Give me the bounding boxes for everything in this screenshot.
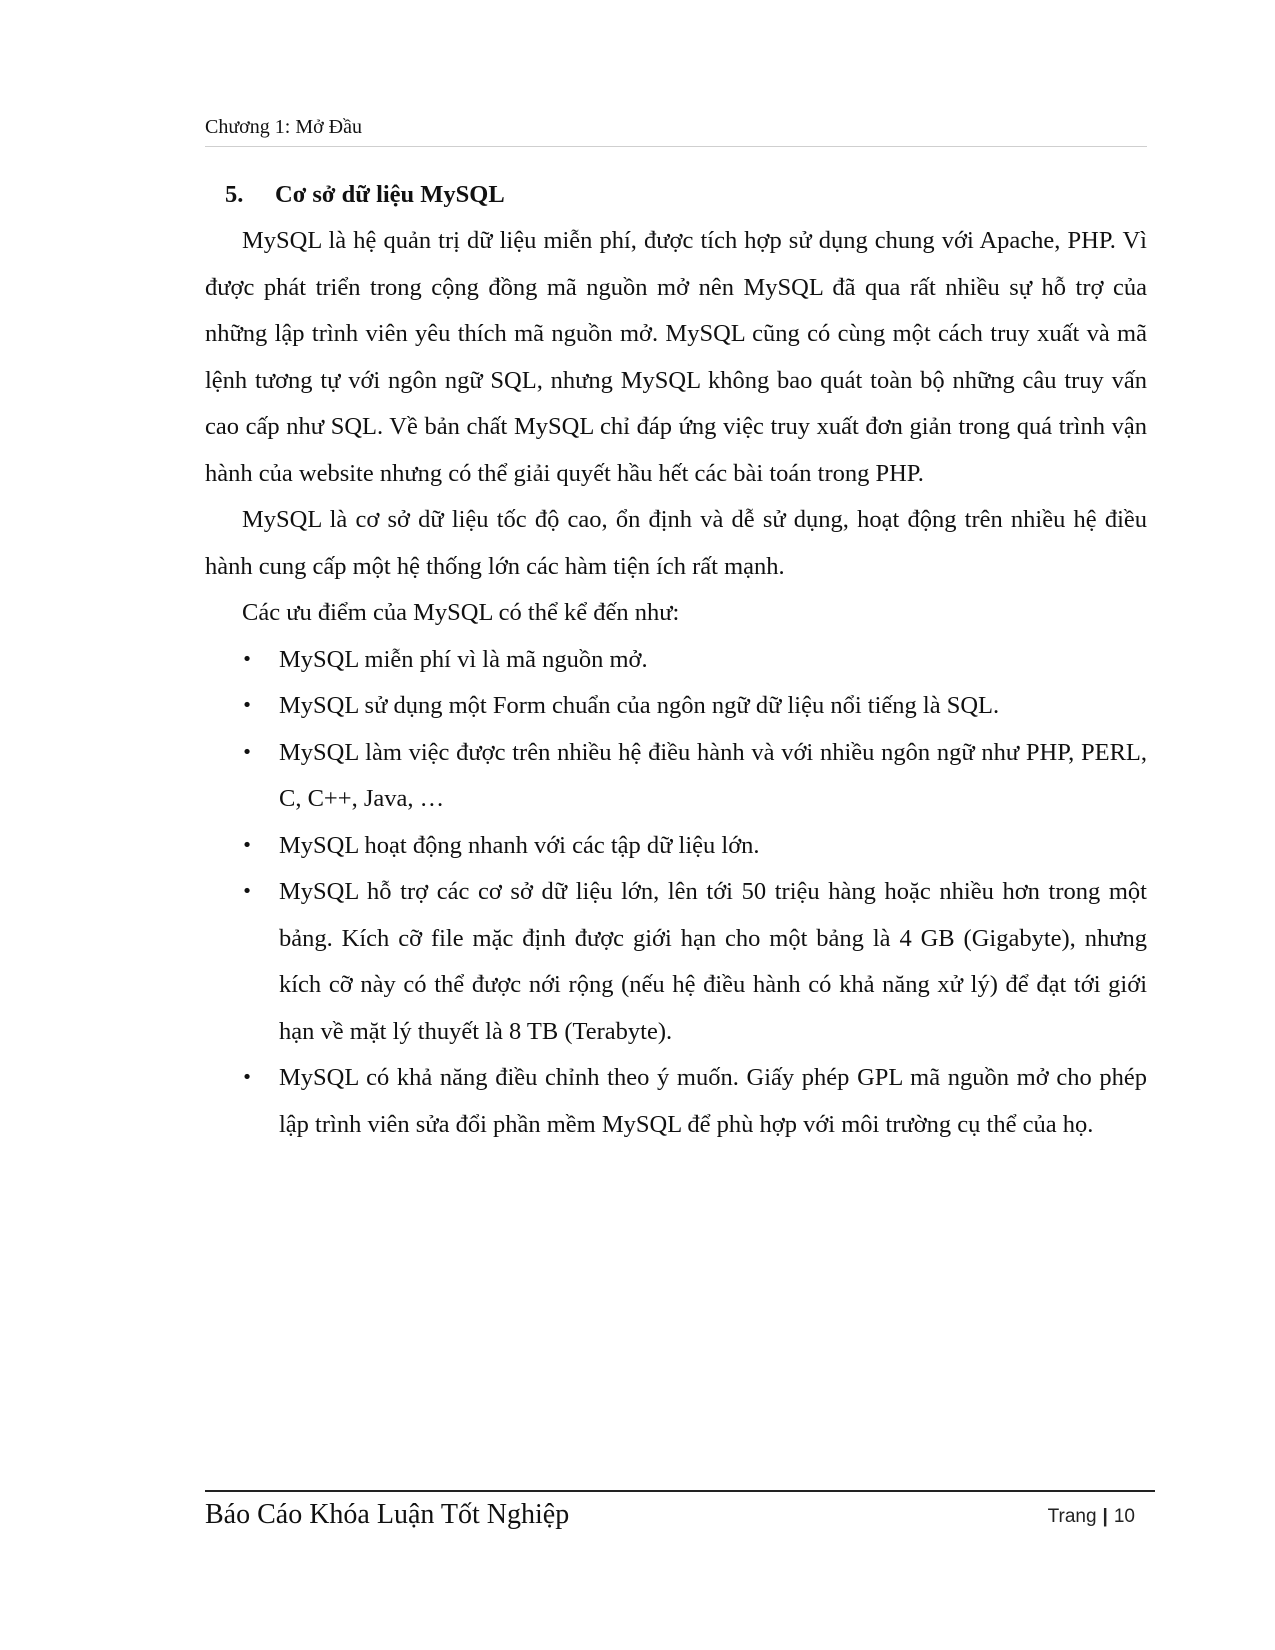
bullet-icon: • [241,695,253,716]
paragraph-features: MySQL là cơ sở dữ liệu tốc độ cao, ổn định và dễ sử dụng, hoạt động trên nhiều hệ điều hành cung cấp một hệ thống lớn các hàm tiện ích rất mạnh. [205,506,1147,580]
list-item-text: MySQL hoạt động nhanh với các tập dữ liệu lớn. [279,831,760,859]
list-item-text: MySQL làm việc được trên nhiều hệ điều hành và với nhiều ngôn ngữ như PHP, PERL, C, C++, Java, … [279,738,1147,812]
page-content [205,172,1147,1148]
paragraph-advantages-lead: Các ưu điểm của MySQL có thể kể đến như: [242,599,680,626]
page-footer [205,1490,1155,1540]
section-title: Cơ sở dữ liệu MySQL [275,181,505,208]
page-number: 10 [1113,1506,1135,1527]
report-title: Báo Cáo Khóa Luận Tốt Nghiệp [205,1499,570,1530]
page-label: Trang [1047,1506,1097,1527]
page-separator: | [1102,1506,1108,1527]
list-item [205,823,1147,870]
list-item [205,637,1147,684]
list-item-text: MySQL sử dụng một Form chuẩn của ngôn ngữ dữ liệu nổi tiếng là SQL. [279,692,1000,719]
section-heading [205,172,1147,218]
page-number-block [1048,1504,1135,1530]
chapter-title: Chương 1: Mở Đầu [205,116,362,138]
list-item [205,1055,1147,1148]
section-number: 5. [225,181,244,208]
bullet-icon: • [241,648,253,670]
list-item [205,683,1147,730]
bullet-icon: • [241,881,253,902]
paragraph-intro: MySQL là hệ quản trị dữ liệu miễn phí, được tích hợp sử dụng chung với Apache, PHP. Vì được phát triển trong cộng đồng mã nguồn mở nên MySQL đã qua rất nhiều sự hỗ trợ của những lập trình viên yêu thích mã nguồn mở. MySQL cũng có cùng một cách truy xuất và mã lệnh tương tự với ngôn ngữ SQL, nhưng MySQL không bao quát toàn bộ những câu truy vấn cao cấp như SQL. Về bản chất MySQL chỉ đáp ứng việc truy xuất đơn giản trong quá trình vận hành của website nhưng có thể giải quyết hầu hết các bài toán trong PHP. [205,227,1147,487]
page-header [205,116,1147,147]
list-item-text: MySQL miễn phí vì là mã nguồn mở. [279,645,648,673]
list-item [205,869,1147,1055]
list-item-text: MySQL hỗ trợ các cơ sở dữ liệu lớn, lên tới 50 triệu hàng hoặc nhiều hơn trong một bảng. Kích cỡ file mặc định được giới hạn cho một bảng là 4 GB (Gigabyte), nhưng kích cỡ này có thể được nới rộng (nếu hệ điều hành có khả năng xử lý) để đạt tới giới hạn về mặt lý thuyết là 8 TB (Terabyte). [279,878,1147,1045]
advantages-list [205,637,1147,1149]
bullet-icon: • [241,741,253,763]
list-item-text: MySQL có khả năng điều chỉnh theo ý muốn. Giấy phép GPL mã nguồn mở cho phép lập trình viên sửa đổi phần mềm MySQL để phù hợp với môi trường cụ thể của họ. [279,1064,1147,1138]
bullet-icon: • [241,1067,253,1088]
bullet-icon: • [241,834,253,856]
list-item [205,730,1147,823]
